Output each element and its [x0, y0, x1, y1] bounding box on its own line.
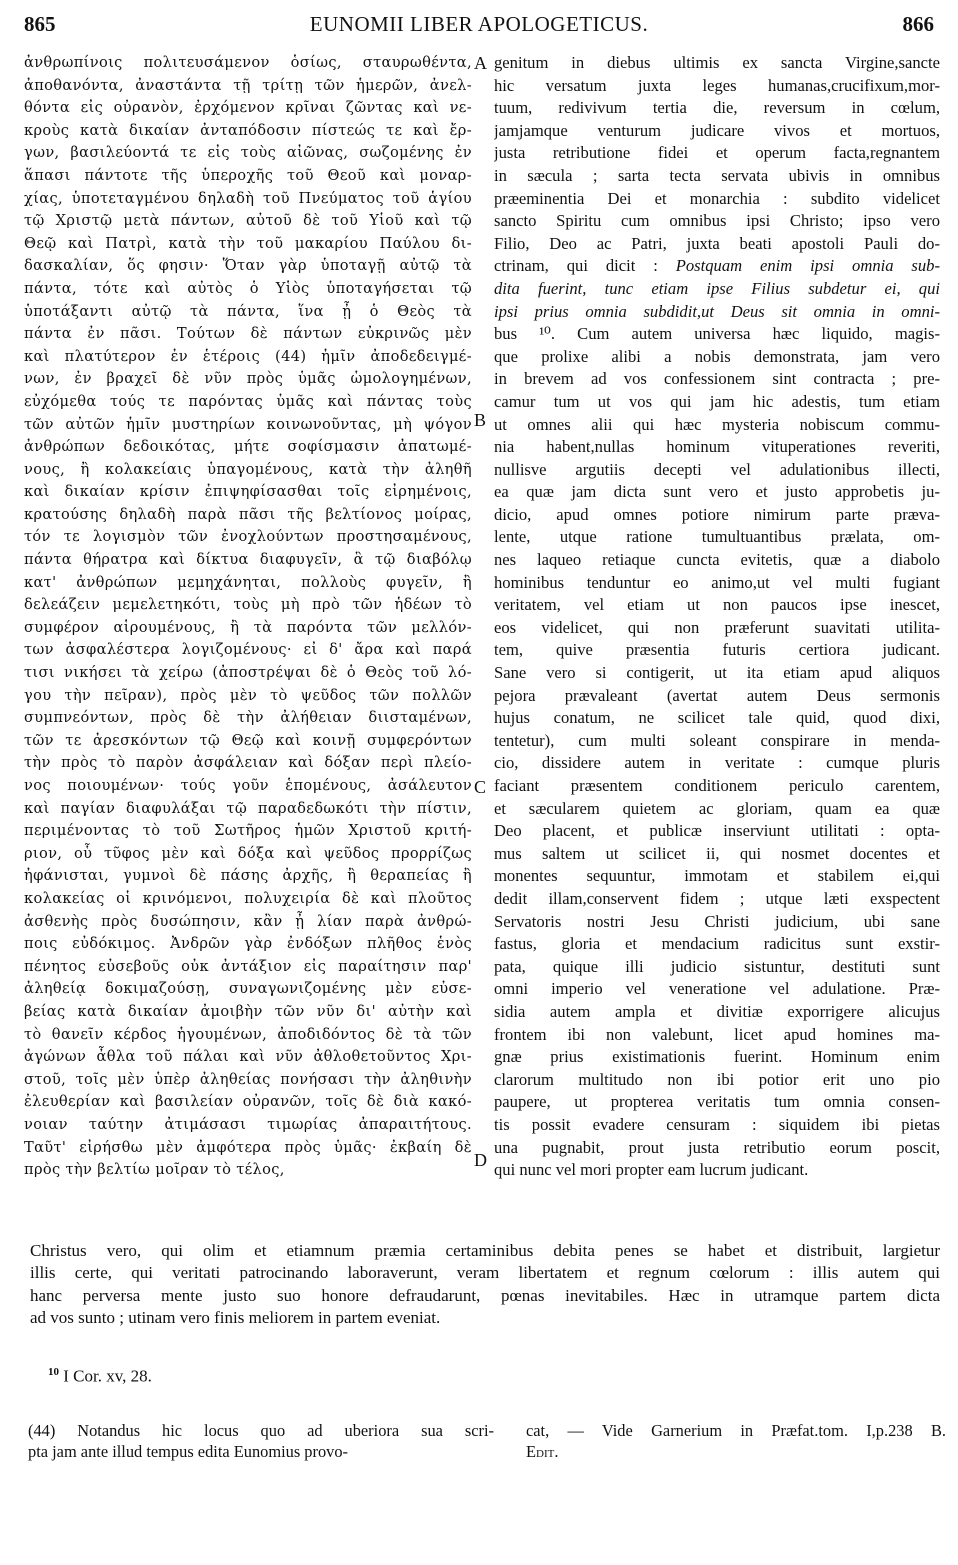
greek-text-line: κατ' ἀνθρώπων μεμηχάνηται, πολλοὺς φυγεῖν, ἢ	[24, 573, 472, 591]
greek-text-line: κολακείας οἱ κρινόμενοι, πολυχειρία δὲ καὶ πλοῦτος	[24, 889, 472, 907]
greek-text-line: πάντα, τότε καὶ αὐτὸς ὁ Υἱὸς ὑποταγήσεται τῷ	[24, 279, 472, 297]
full-width-paragraph	[30, 1240, 940, 1330]
greek-text-line: νοιαν ταύτην ἀτιμάσασι τιμωρίας ἀπαραιτήτους.	[24, 1115, 472, 1133]
greek-text-line: εὐχόμεθα τούς τε παρόντας ὑμᾶς καὶ πάντας τοὺς	[24, 392, 472, 410]
greek-text-line: γου τὴν πεῖραν), πρὸς μὲν τὸ ψεῦδος τῶν πολλῶν	[24, 686, 472, 704]
latin-text-line: Servatoris nostri Jesu Christi judicium, ubi sane	[494, 911, 940, 931]
latin-text-line: ea quæ jam dicta sunt vero et justo approbetis ju-	[494, 482, 940, 502]
latin-text-line: ctrinam, qui dicit : Postquam enim ipsi omnia sub-	[494, 256, 940, 276]
greek-text-line: ποις εὐδόκιμος. Ἀνδρῶν γὰρ ἐνδόξων πλῆθος ἑνὸς	[24, 935, 472, 953]
latin-text-line: camur tum ut vos qui jam hic adestis, tum etiam	[494, 391, 940, 411]
greek-text-line: καὶ παγίαν διαφυλάξαι τῷ παραδεδωκότι τὴν πίστιν,	[24, 799, 472, 817]
latin-text-line: genitum in diebus ultimis ex sancta Virgine,sancte	[494, 53, 940, 72]
latin-text-line: tuum, redivivum tertia die, reversum in cœlum,	[494, 98, 940, 118]
greek-text-line: ἀγώνων ἆθλα τοῦ πάλαι καὶ νῦν ἀθλοθετοῦντος Χρι-	[24, 1048, 472, 1066]
greek-text-line: συμφέρον αἱρουμένους, ἢ τὰ παρόντα τῶν μελλόν-	[24, 618, 472, 636]
page-number-right: 866	[902, 12, 934, 36]
text-line: hanc perversa mente justo suo honore defraudarunt, pœnas inevitabiles. Hæc in utramque partem dicta	[30, 1285, 940, 1305]
section-marker-d: D	[474, 1150, 487, 1170]
latin-text-line: fastus, gloria et mendacium radicitus sunt exstir-	[494, 934, 940, 954]
latin-text-line: sancto Spiritu cum omnibus ipsi Christo; ipso vero	[494, 211, 940, 231]
latin-text-line: que prolixe alibi a nobis demonstrata, jam vero	[494, 346, 940, 366]
latin-text-line: nia habent,nullas hominum vituperationes reveriti,	[494, 437, 940, 457]
greek-text-line: τὴν πρὸς τὸ παρὸν ἀσφάλειαν καὶ δόξαν περὶ πλείο-	[24, 754, 472, 772]
greek-text-line: πάντα θήρατρα καὶ δίκτυα διαφυγεῖν, ἃ τῷ διαβόλῳ	[24, 551, 472, 569]
latin-text-line: mus saltem ut scilicet ii, qui nosmet docentes et	[494, 843, 940, 863]
greek-text-line: Θεῷ καὶ Πατρὶ, κατὰ τὴν τοῦ μακαρίου Παύλου δι-	[24, 234, 472, 252]
section-marker-c: C	[474, 777, 487, 797]
greek-text-line: πένητος εὐσεβοῦς οὐκ ἀντάξιον εἰς παραίτησιν παρ'	[24, 957, 472, 975]
latin-text-line: ut omnes alii qui hæc mysteria nobiscum commu-	[494, 414, 940, 434]
latin-text-line: et sæcularem quietem ac gloriam, quam ea quæ	[494, 798, 940, 818]
latin-text-line: tentetur), cum multi soleant conspirare in menda-	[494, 730, 940, 750]
greek-text-line: τὸ θανεῖν κέρδος ἡγουμένων, ἀποδιδόντος δὲ τὰ τῶν	[24, 1025, 472, 1043]
running-header	[24, 12, 934, 38]
latin-text-line: omni imperio vel veneratione vel adulatione. Præ-	[494, 979, 940, 999]
greek-text-line: δελεάζειν μεμελετηκότι, τοὺς μὴ πρὸ τῶν ἡδέων τὸ	[24, 596, 472, 614]
greek-text-line: ριον, οὗ τῦφος μὲν καὶ δόξα καὶ ψεῦδος προρρίζως	[24, 844, 472, 862]
greek-text-line: ἀσθενὴς πρὸς δυσώπησιν, κἂν ᾖ λίαν παρὰ ἀνθρώ-	[24, 912, 472, 930]
greek-text-line: νους, ἢ κολακείαις ὑπαγομένους, κατὰ τὴν ἀληθῆ	[24, 460, 472, 478]
greek-text-line: τόν τε λογισμὸν τῶν ἐνοχλούντων προστησαμένους,	[24, 528, 472, 546]
greek-text-line: τισι νικήσει τὰ χείρω (ἀποστρέψαι δὲ ὁ Θεὸς τοῦ λό-	[24, 664, 472, 682]
greek-text-line: στοῦ, τοῖς μὲν ὑπὲρ ἀληθείας πονήσασι τὴν ἀληθινὴν	[24, 1070, 472, 1088]
greek-text-line: Ταῦτ' εἰρήσθω μὲν ἀμφότερα πρὸς ὑμᾶς· ἐκβαίη δὲ	[24, 1138, 472, 1156]
text-line: illis certe, qui veritati patrocinando laboraverunt, veram libertatem et regnum cœlorum : illis autem qui	[30, 1263, 940, 1283]
latin-text-line: Filio, Deo ac Patri, juxta beati apostoli Pauli do-	[494, 233, 940, 253]
latin-text-line: veritatem, vel etiam ut non paucos ipse inescet,	[494, 595, 940, 615]
greek-text-line: καὶ δικαίαν κρίσιν ἐπιψηφίσασθαι τοῖς εἰρημένοις,	[24, 483, 472, 501]
greek-text-line: συμπνεόντων, πρὸς δὲ τὴν ἀλήθειαν διισταμένων,	[24, 709, 472, 727]
greek-text-line: πρὸς τὴν βελτίω μοῖραν τὸ τέλος,	[24, 1161, 285, 1179]
greek-text-line: ἐλευθερίαν καὶ βασιλείαν οὐρανῶν, τοῖς δὲ διὰ κακό-	[24, 1093, 472, 1111]
greek-text-line: ἀνθρώπων δεδοικότας, μήτε σοφίσμασιν ἀπατωμέ-	[24, 438, 472, 456]
greek-text-line: ὑποτάξαντι αὐτῷ τὰ πάντα, ἵνα ᾖ ὁ Θεὸς τὰ	[24, 302, 472, 320]
latin-text-line: hic versatum juxta leges humanas,crucifixum,mor-	[494, 75, 940, 95]
editor-note-right	[526, 1420, 946, 1462]
greek-text-line: ἀποθανόντα, ἀναστάντα τῇ τρίτῃ τῶν ἡμερῶν, ἀνελ-	[24, 76, 472, 94]
latin-text-line: pata, quique illi judicio sistuntur, destituti sunt	[494, 956, 940, 976]
footnote-number: 10	[48, 1366, 59, 1378]
greek-text-line: θόντα εἰς οὐρανὸν, ἐρχόμενον κρῖναι ζῶντας καὶ νε-	[24, 99, 472, 117]
greek-text-line: ἠφάνισται, γυμνοὶ δὲ πάσης ἀρχῆς, ἢ θεραπείας ἢ	[24, 867, 472, 885]
running-title: EUNOMII LIBER APOLOGETICUS.	[309, 12, 649, 36]
text-line: ad vos sunto ; utinam vero finis meliorem in partem eveniat.	[30, 1308, 441, 1328]
greek-text-line: καὶ πλατύτερον ἐν ἑτέροις (44) ἡμῖν ἀποδεδειγμέ-	[24, 347, 472, 365]
footnote-text: I Cor. xv, 28.	[63, 1366, 152, 1386]
greek-text-line: τῶν τε ἀρεσκόντων τῷ Θεῷ καὶ κοινῇ συμφερόντων	[24, 731, 472, 749]
greek-text-line: κροὺς κατὰ δικαίαν ἀνταπόδοσιν πίστεώς τε καὶ ἔρ-	[24, 121, 472, 139]
page-number-left: 865	[24, 12, 56, 36]
greek-text-line: τῶν αὐτῶν ἡμῖν μυστηρίων κοινωνοῦντας, μὴ ψόγον	[24, 415, 472, 433]
latin-text-line: lente, utque ratione tumultuantibus prælata, om-	[494, 527, 940, 547]
greek-text-line: γων, βασιλεύοντά τε εἰς τοὺς αἰῶνας, σωζομένης ἐν	[24, 144, 472, 162]
note-line: pta jam ante illud tempus edita Eunomius provo-	[28, 1442, 349, 1461]
latin-text-line: in brevem ad vos confessionem sint contracta ; pre-	[494, 369, 940, 389]
greek-text-line: πάντα ἐν πᾶσι. Τούτων δὲ πάντων εὐκρινῶς μὲν	[24, 325, 472, 343]
latin-column	[494, 52, 940, 1182]
latin-text-line: monentes sequuntur, immotam et stabilem ei,qui	[494, 866, 940, 886]
greek-text-line: των ἀσφαλέστερα λογιζομένους· εἰ δ' ἄρα καὶ παρά	[24, 641, 472, 659]
greek-text-line: ἀνθρωπίνοις πολιτευσάμενον ὁσίως, σταυρωθέντα,	[24, 54, 472, 71]
latin-text-line: dedit illam,conservent fidem ; utque læti exspectent	[494, 888, 940, 908]
latin-text-line: clarorum multitudo non ibi potior erit uno pio	[494, 1069, 940, 1089]
latin-text-line: nes laqueo retiaque cuncta evitetis, quæ a diabolo	[494, 550, 940, 570]
section-marker-a: A	[474, 53, 487, 73]
latin-text-line: nullisve argutiis decepti vel adulationibus illecti,	[494, 459, 940, 479]
latin-text-line: eos videlicet, qui non præferunt suavitati utilita-	[494, 617, 940, 637]
latin-text-line: hujus conatum, ne scilicet tale quid, quod dixi,	[494, 708, 940, 728]
latin-text-line: gnæ prius existimationis fuerint. Hominum enim	[494, 1047, 940, 1067]
latin-text-line: Sane vero si contigerit, ut ita etiam apud aliquos	[494, 663, 940, 683]
greek-text-line: κρατούσης δηλαδὴ παρὰ πᾶσι τῆς βελτίονος μοίρας,	[24, 505, 472, 523]
greek-text-line: νων, ἐν βραχεῖ δὲ νῦν πρὸς ὑμᾶς ὡμολογημένων,	[24, 370, 472, 388]
greek-text-line: βείας κατὰ δικαίαν ἀμοιβὴν τῶν νῦν δι' αὐτὴν καὶ	[24, 1002, 472, 1020]
text-line: Christus vero, qui olim et etiamnum præmia certaminibus debita penes se habet et distribuit, largietur	[30, 1241, 940, 1260]
latin-text-line: dicio, apud omnes potiore nimirum parte præva-	[494, 504, 940, 524]
latin-text-line: faciant præsentem conditionem periculo carentem,	[494, 776, 940, 795]
note-line: (44) Notandus hic locus quo ad uberiora sua scri-	[28, 1421, 494, 1440]
greek-text-line: περιμένοντας τὸ τοῦ Σωτῆρος ἡμῶν Χριστοῦ κριτή-	[24, 822, 472, 840]
greek-column	[24, 52, 472, 1182]
greek-text-line: τῷ Χριστῷ μετὰ πάντων, αὐτοῦ δὲ τοῦ Υἱοῦ καὶ τῷ	[24, 212, 472, 230]
latin-text-line: qui nunc vel mori propter eam lucrum judicant.	[494, 1160, 809, 1180]
latin-text-line: ipsi prius omnia subdidit,ut Deus sit omnia in omni-	[494, 301, 940, 321]
latin-text-line: pejora prævaleant (avertat autem Deus sermonis	[494, 685, 940, 705]
latin-text-line: paupere, ut propterea veritatis tum omnia consen-	[494, 1092, 940, 1112]
greek-text-line: ἅπασι πάντοτε τῆς ὑπεροχῆς τοῦ Θεοῦ καὶ μοναρ-	[24, 166, 472, 184]
greek-text-line: χίας, ὑποτεταγμένου δηλαδὴ τοῦ Πνεύματος τοῦ ἁγίου	[24, 189, 472, 207]
editor-note-left	[28, 1420, 494, 1462]
greek-text-line: δασκαλίαν, ὅς φησιν· Ὅταν γὰρ ὑποταγῇ αὐτῷ τὰ	[24, 257, 472, 275]
latin-text-line: tis possit evadere censuram : siquidem ibi pietas	[494, 1114, 940, 1134]
section-marker-b: B	[474, 410, 487, 430]
latin-text-line: jamjamque venturum judicare vivos et mortuos,	[494, 120, 940, 140]
latin-text-line: sidia autem ampla et divitiæ exporrigere alicujus	[494, 1001, 940, 1021]
latin-text-line: dita fuerint, tunc etiam ipse Filius subdetur ei, qui	[494, 278, 940, 298]
greek-text-line: νος ποιουμένων· τούς γοῦν ἑπομένους, ἀσάλευτον	[24, 777, 472, 794]
latin-text-line: tem, quive præsentia futuris certiora judicant.	[494, 640, 940, 660]
latin-text-line: hominibus tenduntur eo animo,ut vel multi fugiant	[494, 572, 940, 592]
latin-text-line: in sæcula ; sarta tecta servata ubivis in omnibus	[494, 165, 940, 185]
latin-text-line: justa retributione fidei et operum facta,regnantem	[494, 143, 940, 163]
footnote	[48, 1366, 152, 1387]
note-line: Edit.	[526, 1442, 559, 1461]
latin-text-line: bus ¹⁰. Cum autem universa hæc liquido, magis-	[494, 324, 940, 344]
latin-text-line: frontem ibi non valebunt, licet apud homines ma-	[494, 1024, 940, 1044]
greek-text-line: ἀληθείᾳ δοκιμαζούσῃ, συναγωνιζομένης μὲν εὐσε-	[24, 980, 472, 998]
latin-text-line: cio, dissidere autem in veritate : cumque pluris	[494, 753, 940, 773]
latin-text-line: una pugnabit, prout justa retributio eorum poscit,	[494, 1137, 940, 1157]
latin-text-line: præeminentia Dei et monarchia : subdito videlicet	[494, 188, 940, 208]
latin-text-line: Deo placent, et publicæ inserviunt utilitati : opta-	[494, 821, 940, 841]
note-line: cat, — Vide Garnerium in Præfat.tom. I,p.238 B.	[526, 1421, 946, 1440]
